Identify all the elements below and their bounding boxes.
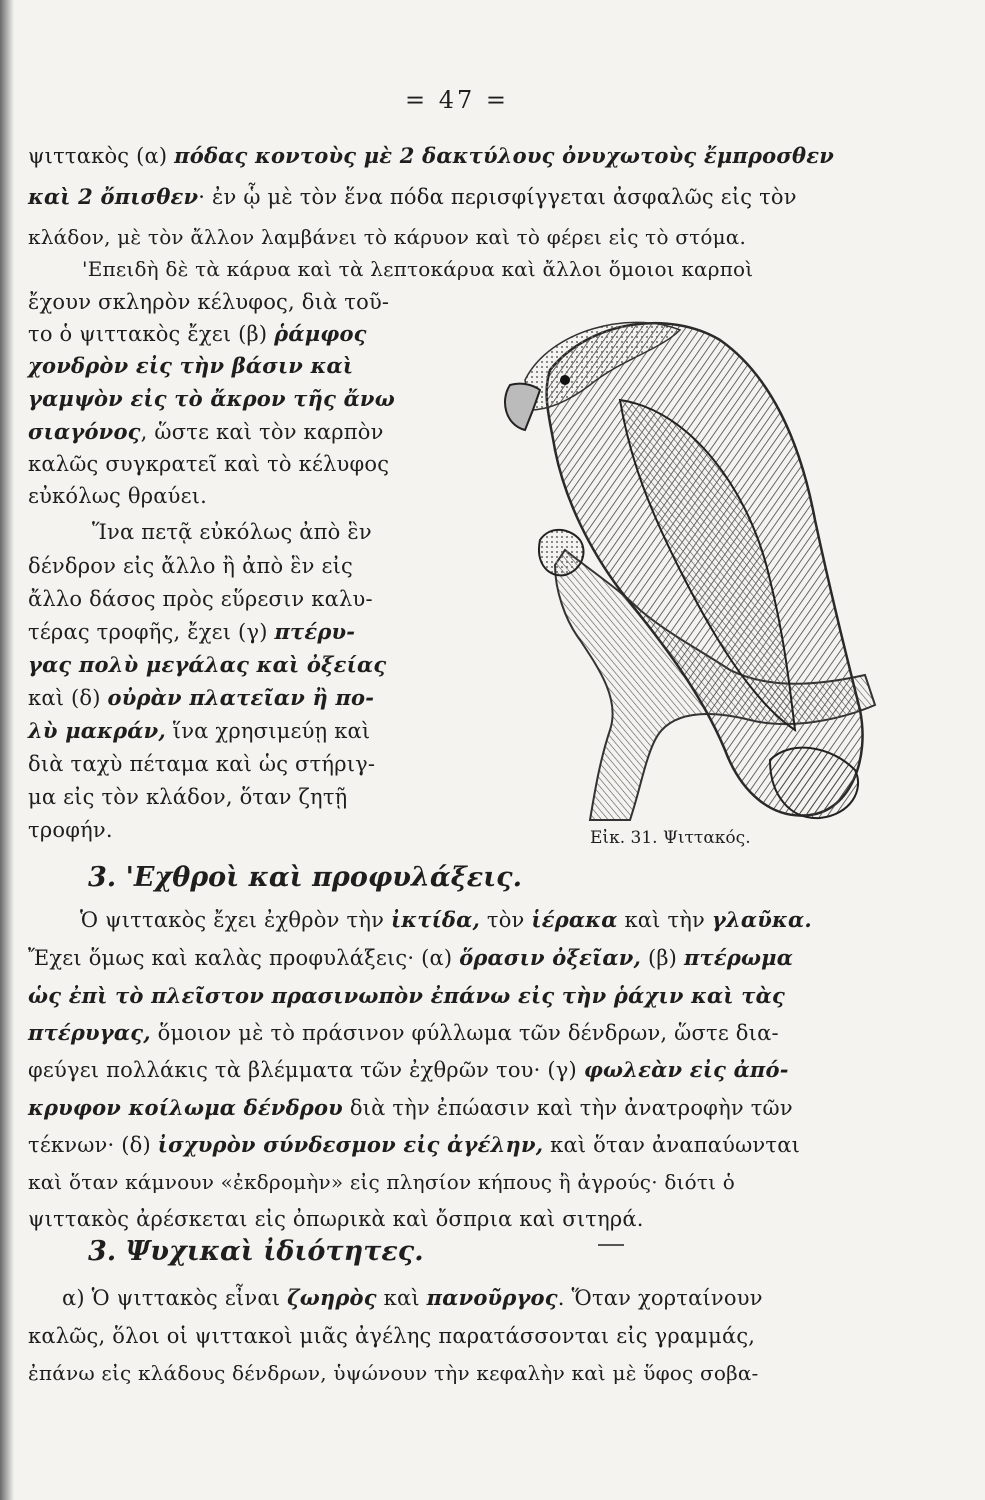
text-line: τροφήν.	[28, 818, 113, 842]
text-line: λὺ μακράν, ἵνα χρησιμεύῃ καὶ	[28, 718, 371, 743]
text-line: δένδρον εἰς ἄλλο ἢ ἀπὸ ἓν εἰς	[28, 554, 353, 578]
text-line: ψιττακὸς ἀρέσκεται εἰς ὀπωρικὰ καὶ ὄσπρια καὶ σιτηρά.	[28, 1207, 644, 1231]
parrot-illustration	[470, 290, 890, 830]
text-line: Ὁ ψιττακὸς ἔχει ἐχθρὸν τὴν ἰκτίδα, τὸν ἱέρακα καὶ τὴν γλαῦκα.	[80, 907, 812, 932]
text-line: τέρας τροφῆς, ἔχει (γ) πτέρυ-	[28, 619, 356, 644]
section-heading-psychic: 3. Ψυχικαὶ ἰδιότητες.	[88, 1236, 424, 1267]
page-number: = 47 =	[405, 86, 510, 114]
text-line: το ὁ ψιττακὸς ἔχει (β) ῥάμφος	[28, 321, 367, 346]
text-line: εὐκόλως θραύει.	[28, 484, 208, 508]
page-binding-edge	[0, 0, 14, 1500]
text-line: φεύγει πολλάκις τὰ βλέμματα τῶν ἐχθρῶν του· (γ) φωλεὰν εἰς ἀπό-	[28, 1057, 789, 1082]
text-line: μα εἰς τὸν κλάδον, ὅταν ζητῇ	[28, 785, 348, 809]
text-line: χονδρὸν εἰς τὴν βάσιν καὶ	[28, 353, 354, 378]
text-line: Ἵνα πετᾷ εὐκόλως ἀπὸ ἓν	[92, 520, 372, 544]
text-line: καὶ ὅταν κάμνουν «ἐκδρομὴν» εἰς πλησίον κήπους ἢ ἀγρούς· διότι ὁ	[28, 1170, 735, 1194]
text-line: 'Επειδὴ δὲ τὰ κάρυα καὶ τὰ λεπτοκάρυα καὶ ἄλλοι ὅμοιοι καρποὶ	[82, 257, 754, 281]
text-line: ἄλλο δάσος πρὸς εὕρεσιν καλυ-	[28, 587, 373, 611]
text-line: ὡς ἐπὶ τὸ πλεῖστον πρασινωπὸν ἐπάνω εἰς τὴν ῥάχιν καὶ τὰς	[28, 983, 785, 1008]
text-line: κρυφον κοίλωμα δένδρου διὰ τὴν ἐπώασιν καὶ τὴν ἀνατροφὴν τῶν	[28, 1095, 793, 1120]
heading-dash	[598, 1244, 624, 1246]
text-line: ψιττακὸς (α) πόδας κοντοὺς μὲ 2 δακτύλους ὀνυχωτοὺς ἔμπροσθεν	[28, 143, 834, 168]
text-line: πτέρυγας, ὅμοιον μὲ τὸ πράσινον φύλλωμα τῶν δένδρων, ὥστε δια-	[28, 1020, 779, 1045]
text-line: τέκνων· (δ) ἰσχυρὸν σύνδεσμον εἰς ἀγέλην, καὶ ὅταν ἀναπαύωνται	[28, 1132, 801, 1157]
text-line: γαμψὸν εἰς τὸ ἄκρον τῆς ἄνω	[28, 386, 395, 411]
text-line: Ἔχει ὅμως καὶ καλὰς προφυλάξεις· (α) ὅρασιν ὀξεῖαν, (β) πτέρωμα	[28, 945, 794, 970]
text-line: διὰ ταχὺ πέταμα καὶ ὡς στήριγ-	[28, 752, 376, 776]
text-line: α) Ὁ ψιττακὸς εἶναι ζωηρὸς καὶ πανοῦργος. Ὅταν χορταίνουν	[62, 1285, 763, 1310]
text-line: καλῶς, ὅλοι οἱ ψιττακοὶ μιᾶς ἀγέλης παρατάσσονται εἰς γραμμάς,	[28, 1324, 756, 1348]
text-line: ἔχουν σκληρὸν κέλυφος, διὰ τοῦ-	[28, 290, 390, 314]
text-line: καὶ 2 ὄπισθεν· ἐν ᾧ μὲ τὸν ἕνα πόδα περισφίγγεται ἀσφαλῶς εἰς τὸν	[28, 184, 797, 209]
section-heading-enemies: 3. 'Εχθροὶ καὶ προφυλάξεις.	[88, 862, 523, 893]
text-line: καλῶς συγκρατεῖ καὶ τὸ κέλυφος	[28, 452, 390, 476]
text-line: σιαγόνος, ὥστε καὶ τὸν καρπὸν	[28, 419, 384, 444]
text-line: ἐπάνω εἰς κλάδους δένδρων, ὑψώνουν τὴν κεφαλὴν καὶ μὲ ὕφος σοβα-	[28, 1361, 759, 1385]
text-line: γας πολὺ μεγάλας καὶ ὀξείας	[28, 652, 387, 677]
text-line: καὶ (δ) οὐρὰν πλατεῖαν ἢ πο-	[28, 685, 375, 710]
figure-caption: Εἰκ. 31. Ψιττακός.	[590, 828, 751, 848]
text-line: κλάδον, μὲ τὸν ἄλλον λαμβάνει τὸ κάρυον καὶ τὸ φέρει εἰς τὸ στόμα.	[28, 225, 747, 249]
